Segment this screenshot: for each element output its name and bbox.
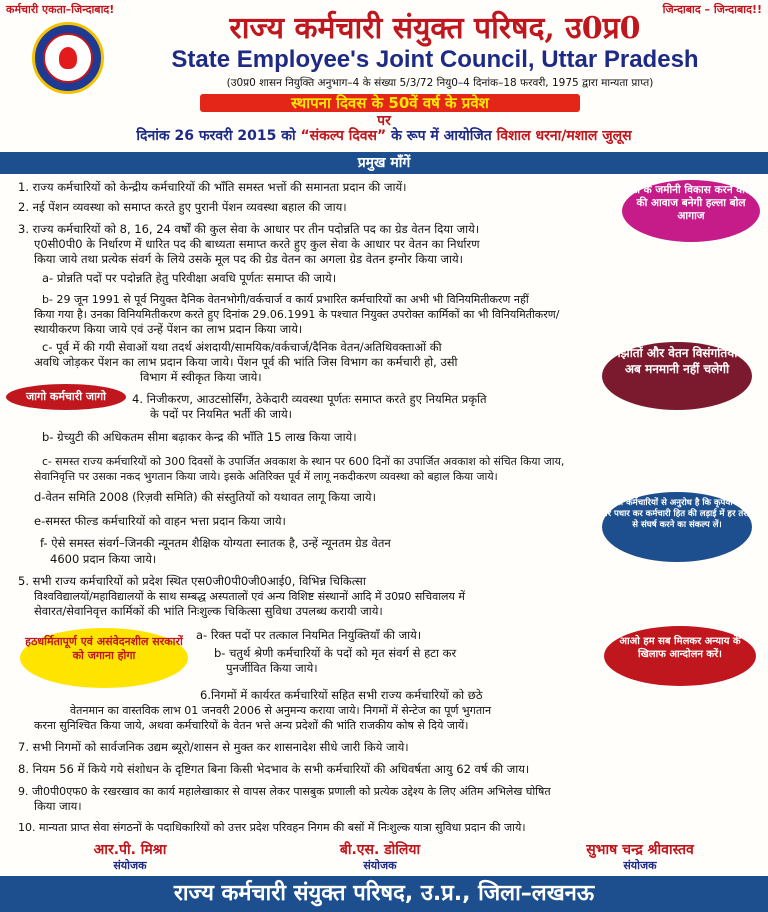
demand-4-line2: के पदों पर नियमित भर्ती की जाये। — [150, 407, 293, 421]
demand-6-line2: वेतनमान का वास्तविक लाभ 01 जनवरी 2006 से अनुमन्य कराया जाये। निगमों में सेन्टेज का पूर्ण भुगतान — [70, 704, 492, 717]
foundation-banner: स्थापना दिवस के 50वें वर्ष के प्रवेश — [200, 94, 580, 112]
demand-4e: e-समस्त फील्ड कर्मचारियों को वाहन भत्ता प्रदान किया जाये। — [34, 514, 286, 528]
demand-4d: d-वेतन समिति 2008 (रिज़वी समिति) की संस्तुतियों को यथावत लागू किया जाये। — [34, 490, 376, 504]
council-logo — [32, 22, 104, 94]
demand-7: 7. सभी निगमों को सार्वजनिक उद्यम ब्यूरो/शासन से मुक्त कर शासनादेश सीधे जारी किये जाये। — [18, 740, 409, 754]
demand-3-line2: ए0सी0पी0 के निर्धारण में धारित पद की बाध्यता समाप्त करते हुए कुल सेवा के आधार पर वेतन का निर्धारण — [34, 237, 480, 251]
demand-3a: a- प्रोन्नति पदों पर पदोन्नति हेतु परिवीक्षा अवधि पूर्णतः समाप्त की जाये। — [42, 271, 337, 285]
section-title: प्रमुख मॉंगें — [0, 152, 768, 174]
signatory-3-name: सुभाष चन्द्र श्रीवास्तव — [586, 842, 694, 858]
demand-10: 10. मान्यता प्राप्त सेवा संगठनों के पदाधिकारियों को उत्तर प्रदेश परिवहन निगम की बसों में निःशुल्क यात्रा सुविधा प्रदान की जाये। — [18, 821, 526, 834]
badge-agreements: समझौतों और वेतन विसंगतियों में अब मनमानी नहीं चलेगी — [602, 342, 752, 410]
slogan-left: कर्मचारी एकता–जिन्दाबाद! — [6, 3, 115, 16]
event-name: विशाल धरना/मशाल जुलूस — [496, 128, 632, 144]
demand-4-line1: 4. निजीकरण, आउटसोर्सिंग, ठेकेदारी व्यवस्था पूर्णतः समाप्त करते हुए नियमित प्रकृति — [132, 392, 487, 406]
badge-development: देश के जमीनी विकास करने वालो की आवाज बनेगी हल्ला बोल आगाज — [622, 180, 760, 242]
demand-3b-line1: b- 29 जून 1991 से पूर्व नियुक्त दैनिक वेतनभोगी/वर्कचार्ज व कार्य प्रभारित कर्मचारियों का अभी भी विनियमितीकरण नहीं — [42, 293, 529, 306]
demand-3b-line3: स्थायीकरण किया जाये एवं उन्हें पेंशन का लाभ प्रदान किया जाये। — [34, 322, 303, 336]
title-english: State Employee's Joint Council, Uttar Pradesh — [171, 46, 699, 73]
badge-wake-up: जागो कर्मचारी जागो — [6, 384, 126, 410]
footer-banner: राज्य कर्मचारी संयुक्त परिषद, उ.प्र., जिला–लखनऊ — [0, 876, 768, 912]
demand-5-line1: 5. सभी राज्य कर्मचारियों को प्रदेश स्थित एस0जी0पी0जी0आई0, विभिन्न चिकित्सा — [18, 574, 366, 588]
demand-5-line3: सेवारत/सेवानिवृत्त कार्मिकों की भांति निःशुल्क चिकित्सा सुविधा उपलब्ध करायी जाये। — [34, 604, 383, 618]
badge-join-movement: आओ हम सब मिलकर अन्याय के खिलाफ आन्दोलन करें। — [604, 626, 756, 686]
demand-4c-line2: सेवानिवृत्ति पर उसका नकद भुगतान किया जाये। इसके अतिरिक्त पूर्व में लागू नकदीकरण व्यवस्था को बहाल किया जाये। — [34, 470, 498, 483]
demand-5a: a- रिक्त पदों पर तत्काल नियमित नियुक्तियाँ की जाये। — [196, 628, 422, 642]
event-quote: “संकल्प दिवस” — [300, 128, 387, 144]
signatory-2-name: बी.एस. डोलिया — [339, 842, 421, 858]
demand-4f-line2: 4600 प्रदान किया जाये। — [50, 552, 157, 566]
demand-6-line1: 6.निगमों में कार्यरत कर्मचारियों सहित सभी राज्य कर्मचारियों को छठे — [200, 688, 483, 702]
signatory-1-role: संयोजक — [113, 859, 147, 872]
banner-par: पर — [377, 113, 391, 129]
demand-5b-line2: पुनर्जीवित किया जाये। — [226, 661, 318, 675]
demand-3c-line3: विभाग में स्वीकृत किया जाये। — [140, 370, 262, 384]
signatory-3-role: संयोजक — [623, 859, 657, 872]
demand-3-line1: 3. राज्य कर्मचारियों को 8, 16, 24 वर्षों की कुल सेवा के आधार पर तीन पदोन्नति पद का ग्रेड वेतन दिया जाये। — [18, 222, 480, 236]
signatory-1-name: आर.पी. मिश्रा — [93, 842, 167, 858]
badge-governments: हठधर्मितापूर्ण एवं असंवेदनशील सरकारों को जगाना होगा — [20, 628, 188, 688]
signatory-2-role: संयोजक — [363, 859, 397, 872]
demand-4b: b- ग्रेच्युटी की अधिकतम सीमा बढ़ाकर केन्द्र की भाँति 15 लाख किया जाये। — [42, 430, 357, 444]
demand-4f-line1: f- ऐसे समस्त संवर्ग–जिनकी न्यूनतम शैक्षिक योग्यता स्नातक है, उन्हें न्यूनतम ग्रेड वेतन — [40, 536, 391, 550]
demand-3b-line2: किया गया है। उनका विनियमितीकरण करते हुए दिनांक 29.06.1991 के पश्चात नियुक्त उपरोक्त कार्मिकों का भी विनियमितीकरण/ — [34, 308, 560, 321]
demand-5b-line1: b- चतुर्थ श्रेणी कर्मचारियों के पदों को मृत संवर्ग से हटा कर — [214, 646, 457, 660]
demand-5-line2: विश्वविद्यालयों/महाविद्यालयों के साथ सम्बद्ध अस्पतालों एवं अन्य विशिष्ट संस्थानों आदि में उ0प्र0 सचिवालय में — [34, 590, 465, 603]
slogan-right: जिन्दाबाद – जिन्दाबाद!! — [662, 3, 762, 16]
demand-9-line1: 9. जी0पी0एफ0 के रखरखाव का कार्य महालेखाकार से वापस लेकर पासबुक प्रणाली को प्रत्येक उद्देश्य के लिए अंतिम अभिलेख घोषित — [18, 785, 551, 798]
demand-4c-line1: c- समस्त राज्य कर्मचारियों को 300 दिवसों के उपार्जित अवकाश के स्थान पर 600 दिनों का उपार्जित अवकाश को संचित किया जाय, — [42, 455, 565, 468]
demand-1: 1. राज्य कर्मचारियों को केन्द्रीय कर्मचारियों की भाँति समस्त भत्तों की समानता प्रदान की जायें। — [18, 180, 407, 194]
event-line — [0, 126, 768, 145]
demand-3c-line2: अवधि जोड़कर पेंशन का लाभ प्रदान किया जाये। पेंशन पूर्व की भांति जिस विभाग का कर्मचारी हो, उसी — [34, 355, 458, 369]
title-hindi: राज्य कर्मचारी संयुक्त परिषद, उ0प्र0 — [229, 11, 641, 46]
demand-9-line2: किया जाय। — [34, 799, 82, 813]
badge-appeal: समस्त कर्मचारियों से अनुरोध है कि कृपया स्थल पर पधार कर कर्मचारी हित की लड़ाई में हर तरह से संघर्ष करने का संकल्प लें। — [602, 492, 752, 562]
demand-3-line3: किया जाये तथा प्रत्येक संवर्ग के लिये उसके मूल पद की ग्रेड वेतन का अगला ग्रेड वेतन इग्नोर किया जाये। — [34, 252, 464, 266]
demand-2: 2. नई पेंशन व्यवस्था को समाप्त करते हुए पुरानी पेंशन व्यवस्था बहाल की जाय। — [18, 200, 347, 214]
demand-6-line3: करना सुनिश्चित किया जाये, अथवा कर्मचारियों के वेतन भत्ते अन्य प्रदेशों की भांति राजकीय कोष से दिये जायें। — [34, 719, 469, 732]
event-date: दिनांक 26 फरवरी 2015 को — [136, 128, 296, 144]
demand-3c-line1: c- पूर्व में की गयी सेवाओं यथा तदर्थ अंशदायी/सामयिक/वर्कचार्ज/दैनिक वेतन/अतिथिवक्ताओं की — [42, 340, 442, 354]
logo-emblem-icon — [59, 47, 77, 69]
demand-8: 8. नियम 56 में किये गये संशोधन के दृष्टिगत बिना किसी भेदभाव के सभी कर्मचारियों की अधिवर्षता आयु 62 वर्ष की जाय। — [18, 762, 530, 776]
recognition-subtitle: (उ0प्र0 शासन नियुक्ति अनुभाग–4 के संख्या 5/3/72 नियु0–4 दिनांक–18 फरवरी, 1975 द्वारा मान्यता प्राप्त) — [226, 77, 654, 89]
event-mid: के रूप में आयोजित — [391, 128, 492, 144]
